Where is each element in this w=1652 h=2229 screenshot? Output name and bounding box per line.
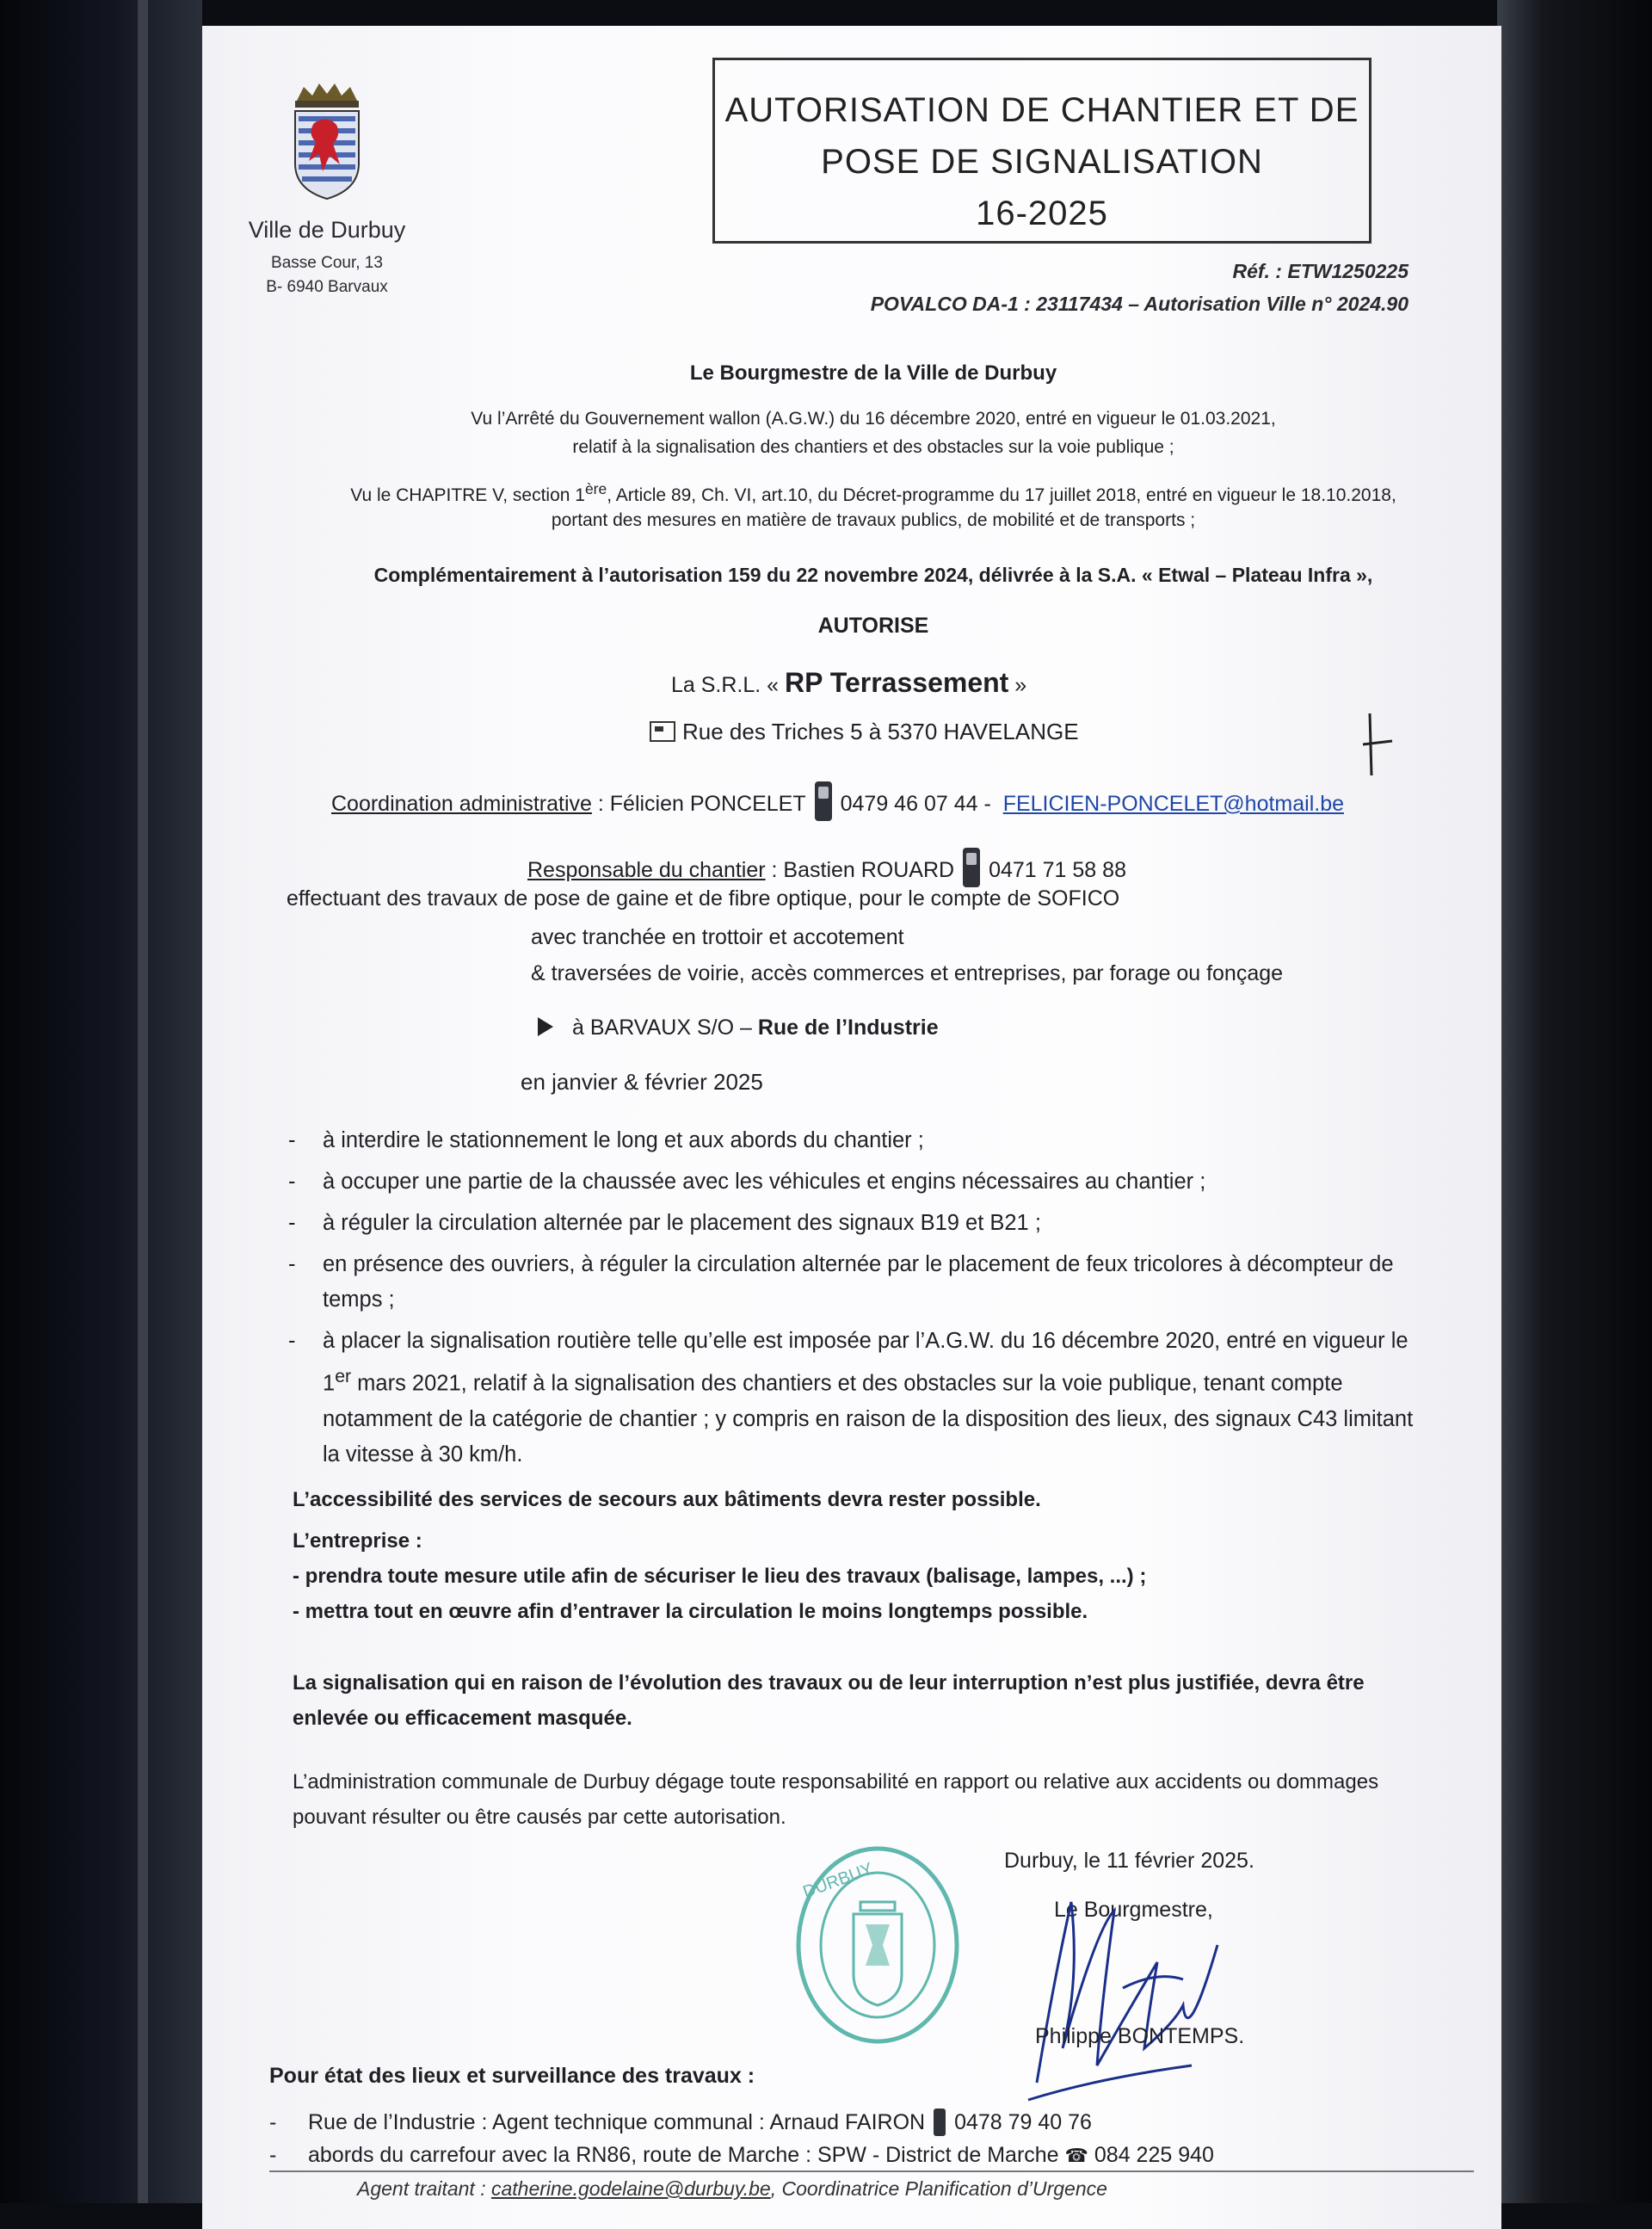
entreprise-heading: L’entreprise : [293, 1529, 422, 1553]
responsable-label: Responsable du chantier [527, 858, 766, 882]
surveillance-heading: Pour état des lieux et surveillance des travaux : [269, 2064, 755, 2088]
works-location [538, 1016, 939, 1040]
signature-date: Durbuy, le 11 février 2025. [1004, 1849, 1254, 1873]
surveillance-item-2: - abords du carrefour avec la RN86, route de Marche : SPW - District de Marche ☎ 084 225 940 [269, 2143, 1214, 2167]
authorisation-list [288, 1123, 1417, 1479]
telephone-icon: ☎ [1064, 2146, 1088, 2167]
vu-decret-prefix: Vu le CHAPITRE V, section 1 [350, 485, 585, 505]
location-prefix: à BARVAUX S/O – [572, 1016, 752, 1040]
background-right-edge [1497, 0, 1652, 2203]
entreprise-condition-2: - mettra tout en œuvre afin d’entraver la circulation le moins longtemps possible. [293, 1600, 1088, 1623]
municipal-seal-stamp [792, 1842, 964, 2048]
surveillance-item-1: - Rue de l’Industrie : Agent technique communal : Arnaud FAIRON 0478 79 40 76 [269, 2110, 1092, 2134]
responsable-phone: 0471 71 58 88 [989, 858, 1126, 882]
company-prefix: La S.R.L. « [671, 673, 780, 697]
city-address-line2: B- 6940 Barvaux [266, 278, 388, 296]
city-crest-icon [288, 82, 366, 202]
responsable-name: : Bastien ROUARD [765, 858, 955, 882]
city-address [237, 251, 417, 299]
company-name-line [671, 667, 1026, 699]
mobile-phone-icon [815, 781, 832, 821]
vu-decret-line2: portant des mesures en matière de travaux publics, de mobilité et de transports ; [551, 510, 1196, 530]
works-description-line2: avec tranchée en trottoir et accotement [531, 925, 904, 949]
bullet5-sup: er [335, 1366, 352, 1386]
complement-authorisation: Complémentairement à l’autorisation 159 du 22 novembre 2024, délivrée à la S.A. « Etwal – Plateau Infra », [373, 564, 1373, 586]
title-line2: POSE DE SIGNALISATION [821, 143, 1263, 181]
envelope-icon [650, 721, 675, 742]
agent-label: Agent traitant : [357, 2177, 486, 2200]
list-item: - à occuper une partie de la chaussée avec les véhicules et engins nécessaires au chantier ; [288, 1164, 1417, 1200]
bullet5-suffix: mars 2021, relatif à la signalisation des chantiers et des obstacles sur la voie publique, tenant compte notamment de la catégorie de chantier ; y compris en raison de la disposition des lieux, des signaux C43 limitant la vitesse à 30 km/h. [323, 1371, 1414, 1466]
mobile-phone-icon [963, 848, 980, 887]
surveillance-item-1-phone: 0478 79 40 76 [954, 2110, 1092, 2134]
title-number: 16-2025 [976, 194, 1108, 232]
location-street: Rue de l’Industrie [757, 1016, 939, 1040]
reference-number: Réf. : ETW1250225 [1232, 260, 1409, 282]
list-item: - à réguler la circulation alternée par le placement des signaux B19 et B21 ; [288, 1206, 1417, 1241]
autorise-heading: AUTORISE [817, 614, 929, 638]
handwritten-mark [1359, 710, 1394, 779]
bullet5-prefix: à placer la signalisation routière telle qu’elle est imposée par l’A.G.W. du 16 décembre 2020, entré en vigueur le 1 [323, 1329, 1409, 1396]
povalco-reference: POVALCO DA-1 : 23117434 – Autorisation Ville n° 2024.90 [870, 293, 1409, 315]
coordination-name: : Félicien PONCELET [591, 792, 806, 816]
vu-agw-line2: relatif à la signalisation des chantiers et des obstacles sur la voie publique ; [572, 437, 1174, 457]
surveillance-item-2-phone: 084 225 940 [1094, 2143, 1214, 2167]
works-period: en janvier & février 2025 [521, 1069, 763, 1095]
list-item [288, 1324, 1417, 1473]
coordination-email-link[interactable]: FELICIEN-PONCELET@hotmail.be [1002, 792, 1345, 816]
coordination-label: Coordination administrative [331, 792, 592, 816]
list-item: - en présence des ouvriers, à réguler la circulation alternée par le placement de feux tricolores à décompteur de temps ; [288, 1247, 1417, 1318]
company-address-line [650, 719, 1079, 745]
document-title-box [712, 58, 1372, 244]
surveillance-item-1-text: Rue de l’Industrie : Agent technique communal : Arnaud FAIRON [308, 2110, 926, 2134]
entreprise-condition-1: - prendra toute mesure utile afin de sécuriser le lieu des travaux (balisage, lampes, ...) ; [293, 1565, 1147, 1588]
arrowhead-bullet-icon [538, 1017, 553, 1036]
footer-agent [357, 2177, 1107, 2201]
mobile-phone-icon [934, 2109, 946, 2136]
document-page [202, 26, 1501, 2229]
administration-disclaimer: L’administration communale de Durbuy dégage toute responsabilité en rapport ou relative aux accidents ou dommages pouvant résulter ou être causés par cette autorisation. [293, 1770, 1379, 1829]
vu-decret-line1 [288, 480, 1458, 506]
signature-title: Le Bourgmestre, [1054, 1898, 1213, 1922]
responsable-line [527, 848, 1126, 887]
access-condition: L’accessibilité des services de secours aux bâtiments devra rester possible. [293, 1488, 1041, 1511]
coordination-line [331, 781, 1344, 821]
signalisation-condition: La signalisation qui en raison de l’évolution des travaux ou de leur interruption n’est plus justifiée, devra être enlevée ou efficacement masquée. [293, 1671, 1365, 1730]
works-description-line3: & traversées de voirie, accès commerces et entreprises, par forage ou fonçage [531, 961, 1284, 985]
list-item: - à interdire le stationnement le long et aux abords du chantier ; [288, 1123, 1417, 1158]
agent-email-link[interactable]: catherine.godelaine@durbuy.be [490, 2177, 771, 2200]
svg-text:DURBUY: DURBUY [800, 1859, 876, 1903]
background-left-strip [138, 0, 148, 2203]
works-description-line1: effectuant des travaux de pose de gaine et de fibre optique, pour le compte de SOFICO [287, 886, 1120, 911]
agent-role: , Coordinatrice Planification d’Urgence [770, 2177, 1107, 2200]
bourgmestre-heading: Le Bourgmestre de la Ville de Durbuy [689, 361, 1057, 385]
background-left-edge [0, 0, 202, 2203]
handwritten-signature [1020, 1876, 1235, 2109]
signatory-name: Philippe BONTEMPS. [1035, 2024, 1245, 2048]
city-address-line1: Basse Cour, 13 [271, 254, 383, 272]
vu-decret-sup: ère [584, 480, 607, 497]
entreprise-conditions [293, 1523, 1417, 1629]
footer-divider [269, 2170, 1474, 2172]
coordination-phone: 0479 46 07 44 - [840, 792, 991, 816]
company-suffix: » [1014, 673, 1027, 697]
city-name: Ville de Durbuy [248, 217, 406, 243]
company-address: Rue des Triches 5 à 5370 HAVELANGE [682, 719, 1079, 744]
company-name: RP Terrassement [785, 667, 1009, 698]
vu-agw-line1: Vu l’Arrêté du Gouvernement wallon (A.G.W.) du 16 décembre 2020, entré en vigueur le 01.03.2021, [471, 409, 1276, 429]
surveillance-item-2-text: abords du carrefour avec la RN86, route de Marche : SPW - District de Marche [308, 2143, 1059, 2167]
vu-decret-suffix: , Article 89, Ch. VI, art.10, du Décret-programme du 17 juillet 2018, entré en vigueur le 18.10.2018, [607, 485, 1396, 505]
title-line1: AUTORISATION DE CHANTIER ET DE [724, 91, 1359, 129]
